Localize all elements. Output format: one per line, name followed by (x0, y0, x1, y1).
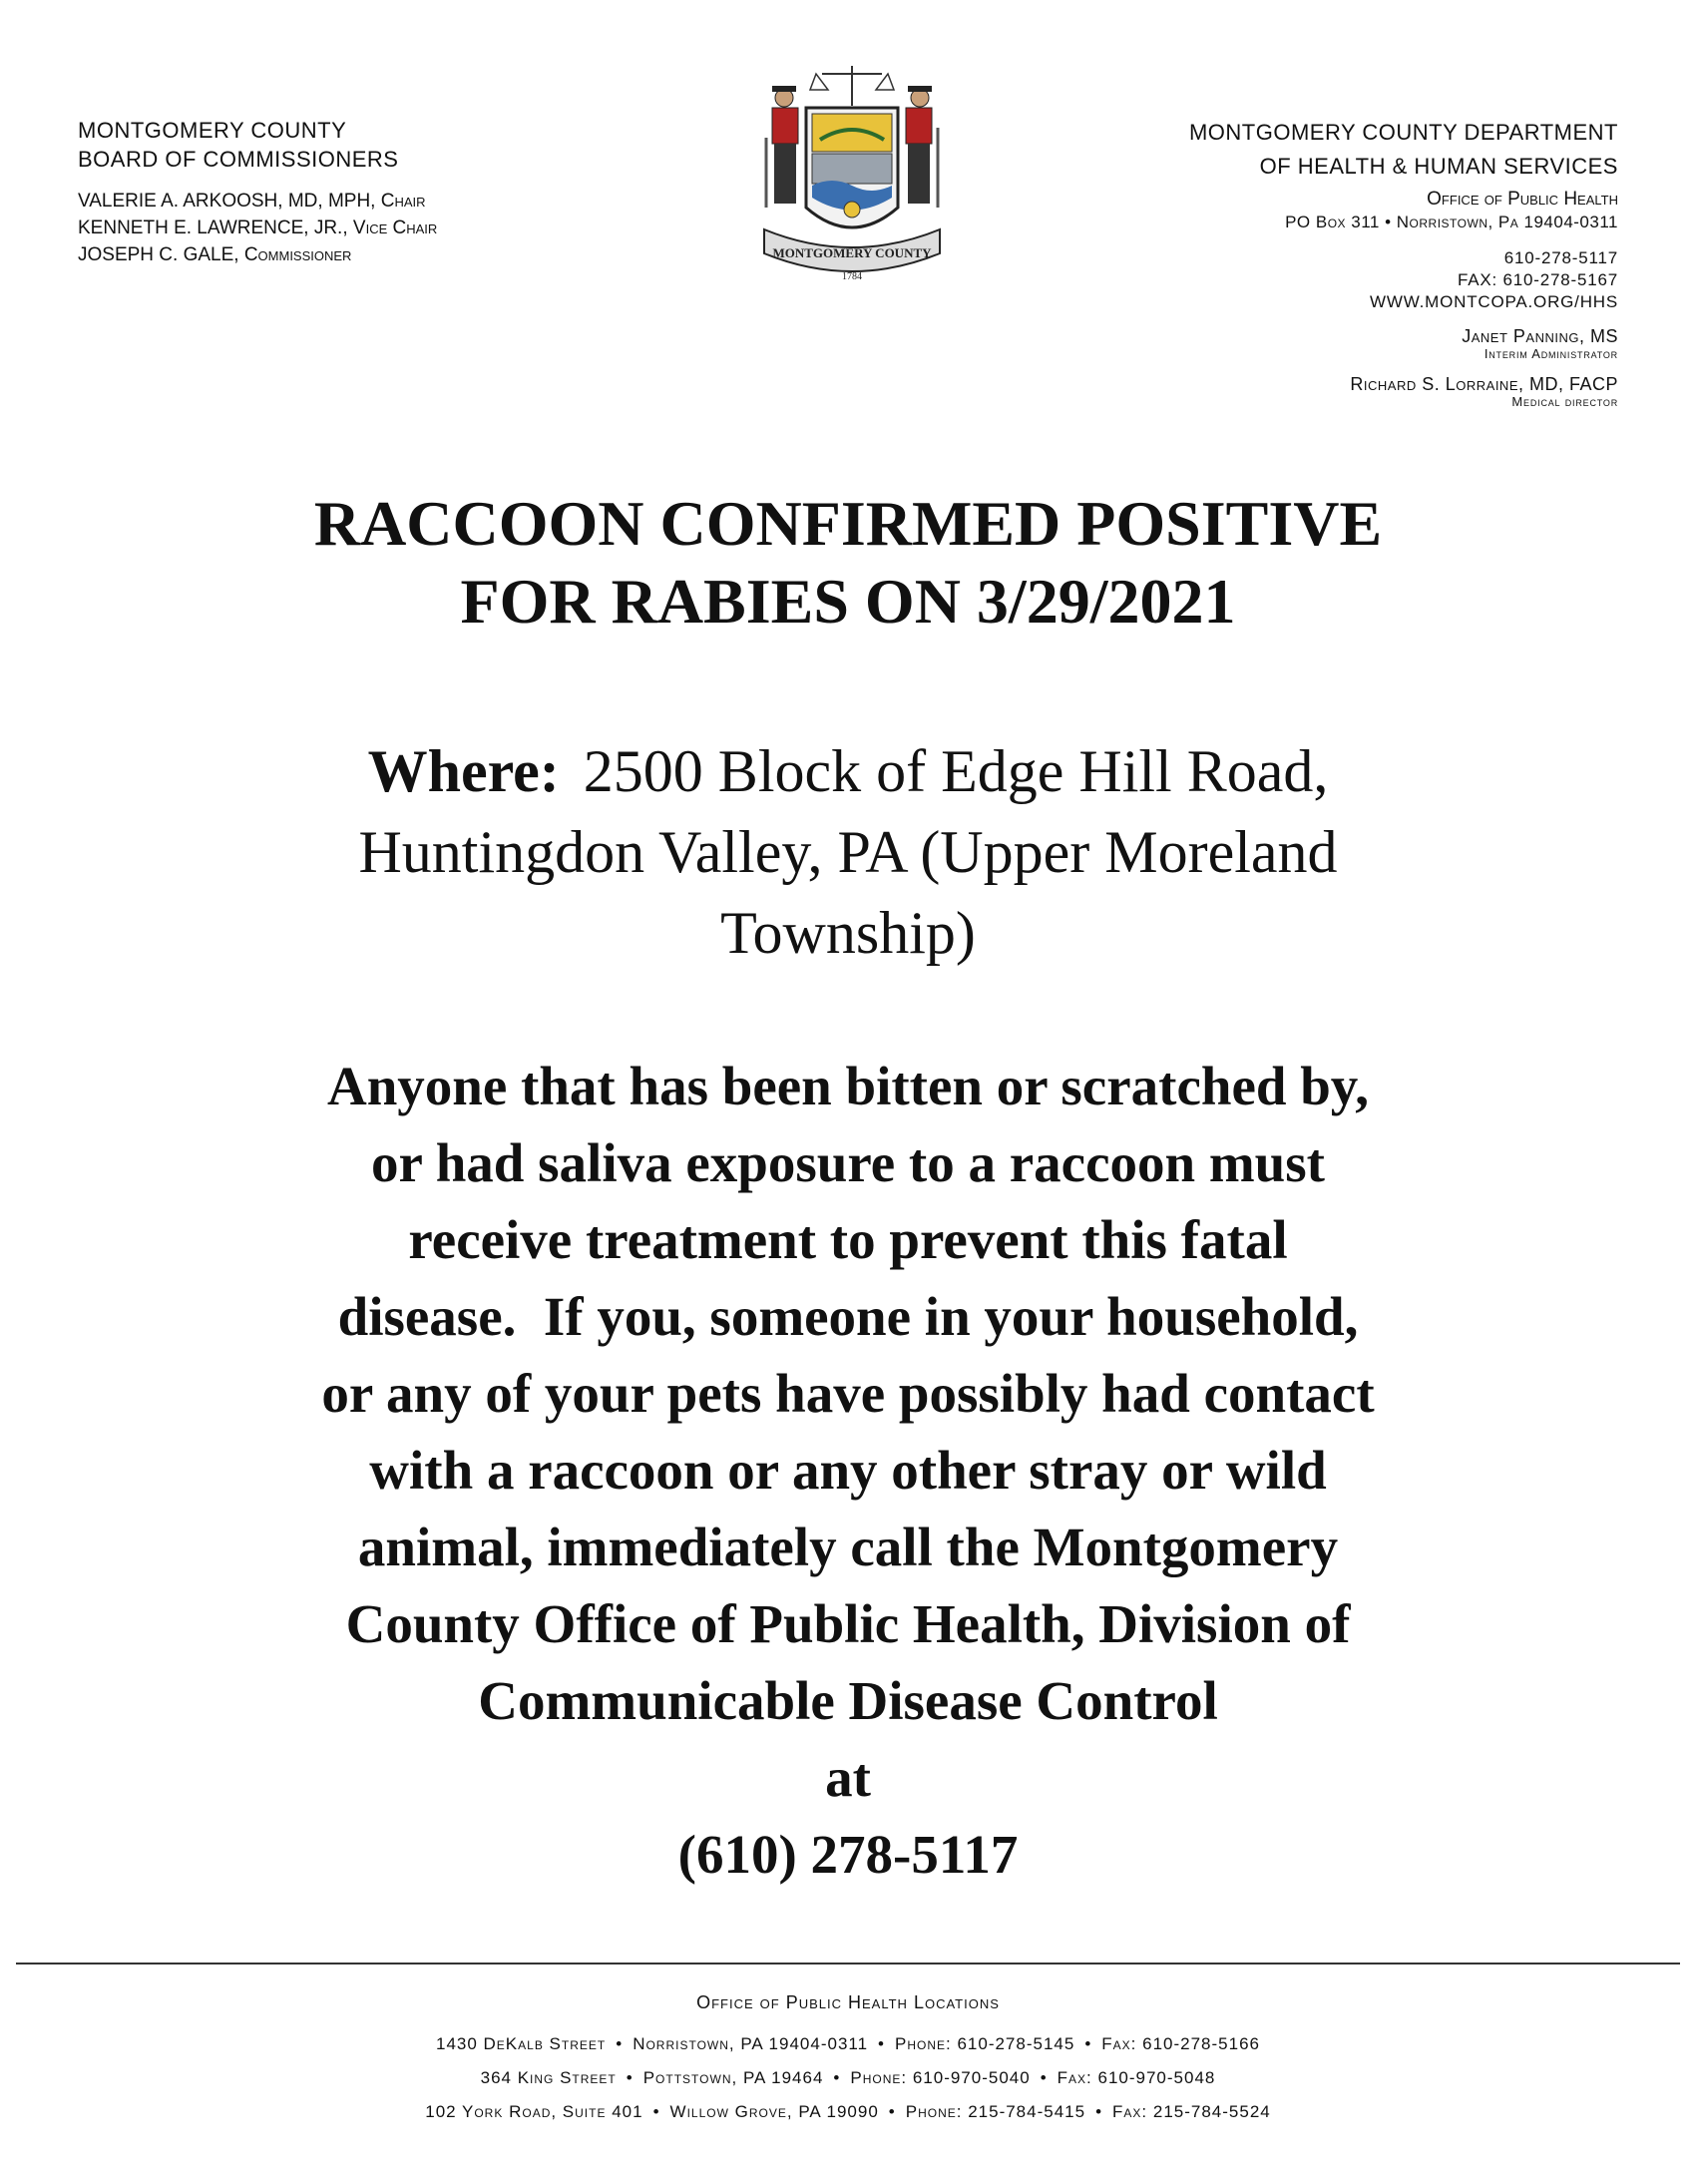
location-label: Where: (367, 738, 560, 804)
notice-line: Anyone that has been bitten or scratched by, (326, 1056, 1370, 1116)
location-city: Pottstown, PA 19464 (642, 2068, 824, 2087)
staff-title: Interim Administrator (1484, 346, 1618, 361)
notice-line: at (825, 1747, 871, 1808)
notice-line: disease. If you, someone in your household, (337, 1286, 1359, 1347)
location-row: 102 York Road, Suite 401 • Willow Grove, PA 19090 • Phone: 215-784-5415 • Fax: 215-784-5524 (425, 2102, 1271, 2121)
seal-year: 1784 (842, 271, 862, 282)
board-name-line2: BOARD OF COMMISSIONERS (78, 147, 399, 172)
location-phone: Phone: 215-784-5415 (905, 2102, 1086, 2121)
office-website: WWW.MONTCOPA.ORG/HHS (1370, 292, 1618, 311)
footer-locations (100, 1991, 1596, 2129)
notice-line: County Office of Public Health, Division of (345, 1593, 1351, 1654)
location-city: Norristown, PA 19404-0311 (633, 2034, 869, 2053)
notice-line: Communicable Disease Control (478, 1670, 1218, 1731)
location-city: Willow Grove, PA 19090 (669, 2102, 879, 2121)
contact-info (1000, 247, 1618, 313)
board-of-commissioners-block (78, 116, 597, 268)
location-street: 1430 DeKalb Street (435, 2034, 607, 2053)
office-fax: FAX: 610-278-5167 (1457, 270, 1618, 289)
location-line2: Huntingdon Valley, PA (Upper Moreland (358, 819, 1338, 885)
notice-phone-number: (610) 278-5117 (677, 1824, 1019, 1885)
staff-entry (1000, 325, 1618, 361)
staff-title: Medical director (1511, 394, 1618, 409)
commissioner-entry (78, 241, 597, 268)
county-seal-logo (758, 58, 946, 297)
staff-name: Janet Panning, MS (1462, 326, 1618, 346)
location-fax: Fax: 610-278-5166 (1101, 2034, 1260, 2053)
location-street: 102 York Road, Suite 401 (425, 2102, 643, 2121)
footer-title: Office of Public Health Locations (696, 1992, 1000, 2012)
health-department-block (1000, 116, 1618, 409)
notice-headline (150, 485, 1546, 641)
location-fax: Fax: 610-970-5048 (1057, 2068, 1216, 2087)
footer-divider (16, 1963, 1680, 1965)
commissioner-role: Chair (380, 191, 426, 212)
location-address: 2500 Block of Edge Hill Road, (583, 738, 1329, 804)
notice-line: or had saliva exposure to a raccoon must (371, 1132, 1325, 1193)
notice-line: with a raccoon or any other stray or wild (369, 1440, 1327, 1501)
commissioner-entry (78, 188, 597, 215)
headline-line1: RACCOON CONFIRMED POSITIVE (313, 488, 1383, 559)
location-row: 1430 DeKalb Street • Norristown, PA 19404-0311 • Phone: 610-278-5145 • Fax: 610-278-5166 (435, 2034, 1260, 2053)
location-street: 364 King Street (480, 2068, 617, 2087)
notice-line: receive treatment to prevent this fatal (408, 1209, 1288, 1270)
department-name-line2: OF HEALTH & HUMAN SERVICES (1259, 154, 1618, 179)
commissioner-entry (78, 215, 597, 241)
commissioner-role: Vice Chair (352, 218, 438, 238)
commissioner-role: Commissioner (243, 244, 352, 265)
location-line1 (150, 731, 1546, 812)
office-phone: 610-278-5117 (1503, 248, 1618, 267)
exposure-notice (100, 1048, 1596, 1893)
headline-line2: FOR RABIES ON 3/29/2021 (460, 566, 1236, 637)
commissioner-name: JOSEPH C. GALE, (78, 244, 239, 265)
staff-name: Richard S. Lorraine, MD, FACP (1350, 374, 1618, 394)
notice-line: or any of your pets have possibly had contact (321, 1363, 1375, 1424)
department-name-line1: MONTGOMERY COUNTY DEPARTMENT (1188, 120, 1618, 145)
location-line3: Township) (720, 900, 976, 966)
commissioners-list (78, 188, 597, 268)
location-phone: Phone: 610-970-5040 (850, 2068, 1031, 2087)
board-name-line1: MONTGOMERY COUNTY (78, 118, 347, 143)
commissioner-name: KENNETH E. LAWRENCE, JR., (78, 218, 348, 238)
office-name: Office of Public Health (1427, 189, 1618, 210)
commissioner-name: VALERIE A. ARKOOSH, MD, MPH, (78, 191, 376, 212)
notice-line: animal, immediately call the Montgomery (357, 1517, 1339, 1577)
office-address: PO Box 311 • Norristown, Pa 19404-0311 (1285, 213, 1618, 231)
location-fax: Fax: 215-784-5524 (1112, 2102, 1271, 2121)
location-row: 364 King Street • Pottstown, PA 19464 • Phone: 610-970-5040 • Fax: 610-970-5048 (480, 2068, 1216, 2087)
seal-banner-text: MONTGOMERY COUNTY (772, 245, 932, 260)
staff-entry (1000, 373, 1618, 409)
location-block (150, 731, 1546, 974)
location-phone: Phone: 610-278-5145 (895, 2034, 1075, 2053)
